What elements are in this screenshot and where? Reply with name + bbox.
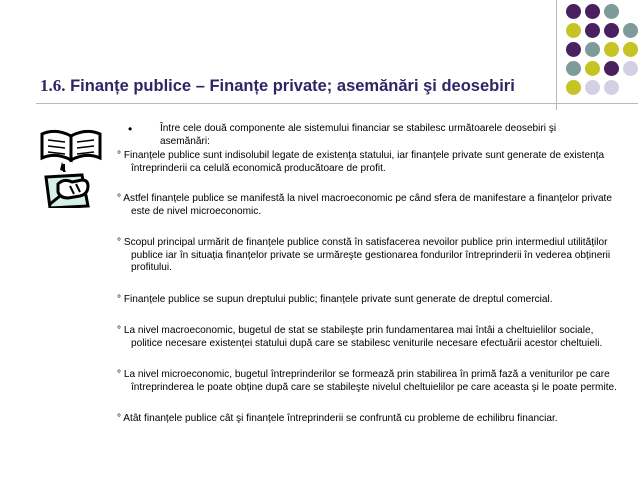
dot: [604, 61, 619, 76]
slide-title: [40, 76, 515, 96]
dot: [604, 23, 619, 38]
book-and-hand-writing-clipart: [38, 122, 104, 208]
slide-content: [117, 123, 617, 445]
intro-text: [148, 123, 617, 148]
dot: [566, 23, 581, 38]
list-item: ° La nivel macroeconomic, bugetul de stat se stabileşte prin fundamentarea mai întâi a cheltuielilor sociale, politice necesare existenței statului după care se stabilesc veniturile necesare efectuării acestor cheltuieli.: [117, 325, 603, 349]
title-number: 1.6.: [40, 76, 66, 95]
dot: [604, 42, 619, 57]
intro-paragraph: [117, 123, 617, 148]
dot: [566, 61, 581, 76]
dot: [585, 4, 600, 19]
dot: [585, 23, 600, 38]
decorative-dot-grid: [566, 4, 638, 100]
vertical-rule: [556, 0, 557, 110]
horizontal-rule: [36, 103, 638, 104]
dot: [566, 80, 581, 95]
dot: [623, 42, 638, 57]
dot: [585, 80, 600, 95]
list-item: ° Atât finanțele publice cât şi finanțele întreprinderii se confruntă cu probleme de echilibru financiar.: [117, 413, 558, 424]
title-text: Finanțe publice – Finanțe private; asemănări şi deosebiri: [70, 77, 515, 95]
dot: [585, 61, 600, 76]
dot: [585, 42, 600, 57]
list-item: ° La nivel microeconomic, bugetul întreprinderilor se formează prin stabilirea în primă fază a veniturilor pe care întreprinderea le poate obține după care se stabileşte nivelul cheltuielilor pe care aceasta şi le poate permite.: [117, 369, 617, 393]
list-item: ° Finanțele publice sunt indisolubil legate de existența statului, iar finanțele private sunt generate de existența întreprinderii ca celulă economică producătoare de profit.: [117, 150, 605, 174]
dot: [566, 4, 581, 19]
list-item: ° Astfel finanțele publice se manifestă la nivel macroeconomic pe când sfera de manifestare a finanțelor private este de nivel microeconomic.: [117, 193, 612, 217]
dot: [566, 42, 581, 57]
dot: [604, 80, 619, 95]
intro-line-2: asemănări:: [160, 135, 210, 147]
bullet: •: [128, 122, 133, 136]
dot: [604, 4, 619, 19]
dot: [623, 61, 638, 76]
list-item: ° Finanțele publice se supun dreptului public; finanțele private sunt generate de dreptul comercial.: [117, 293, 553, 305]
intro-line-1: Între cele două componente ale sistemului financiar se stabilesc următoarele deosebiri şi: [160, 123, 557, 134]
dot: [623, 23, 638, 38]
list-item: ° Scopul principal urmărit de finanțele publice constă în satisfacerea nevoilor publice prin intermediul utilităților publice iar în situația finanțelor private se urmăreşte gestionarea fondurilor întreprinderii în vederea obținerii profitului.: [117, 237, 611, 273]
